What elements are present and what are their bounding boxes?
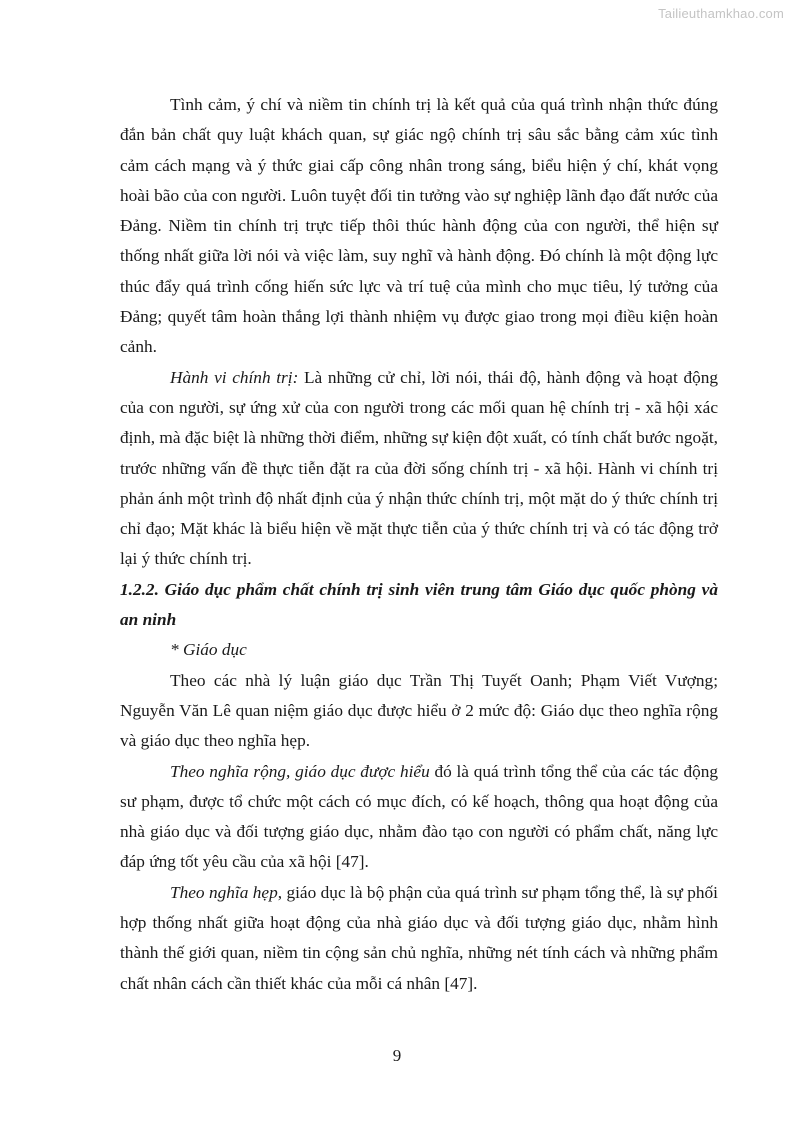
paragraph-narrow-sense bbox=[120, 878, 718, 999]
paragraph-broad-sense bbox=[120, 757, 718, 878]
section-heading: 1.2.2. Giáo dục phẩm chất chính trị sinh viên trung tâm Giáo dục quốc phòng và an ninh bbox=[120, 579, 718, 630]
subheading-education-text: * Giáo dục bbox=[170, 640, 247, 660]
page-body bbox=[120, 90, 718, 999]
paragraph-broad-sense-text: đó là quá trình tổng thể của các tác động sư phạm, được tổ chức một cách có mục đích, có kế hoạch, thông qua hoạt động của nhà giáo dục và đối tượng giáo dục, nhằm đào tạo con người có phẩm chất, năng lực đáp ứng tốt yêu cầu của xã hội [47]. bbox=[120, 761, 719, 872]
paragraph-political-behavior bbox=[120, 363, 718, 575]
paragraph-education-theorists: Theo các nhà lý luận giáo dục Trần Thị Tuyết Oanh; Phạm Viết Vượng; Nguyễn Văn Lê quan niệm giáo dục được hiểu ở 2 mức độ: Giáo dục theo nghĩa rộng và giáo dục theo nghĩa hẹp. bbox=[120, 670, 718, 751]
term-broad-sense: Theo nghĩa rộng, giáo dục được hiểu bbox=[170, 761, 430, 781]
watermark: Tailieuthamkhao.com bbox=[658, 6, 784, 21]
term-political-behavior: Hành vi chính trị: bbox=[170, 367, 299, 387]
paragraph-political-behavior-text: Là những cử chỉ, lời nói, thái độ, hành động và hoạt động của con người, sự ứng xử của con người trong các mối quan hệ chính trị - xã hội xác định, mà đặc biệt là những thời điểm, những sự kiện đột xuất, có tính chất bước ngoặt, trước những vấn đề thực tiễn đặt ra của đời sống chính trị - xã hội. Hành vi chính trị phản ánh một trình độ nhất định của ý nhận thức chính trị, một mặt do ý thức chính trị chỉ đạo; Mặt khác là biểu hiện về mặt thực tiễn của ý thức chính trị và có tác động trở lại ý thức chính trị. bbox=[120, 367, 719, 569]
page-number: 9 bbox=[392, 1046, 402, 1065]
paragraph-political-belief: Tình cảm, ý chí và niềm tin chính trị là kết quả của quá trình nhận thức đúng đắn bản chất quy luật khách quan, sự giác ngộ chính trị sâu sắc bằng cảm xúc tình cảm cách mạng và ý thức giai cấp công nhân trong sáng, biểu hiện ý chí, khát vọng hoài bão của con người. Luôn tuyệt đối tin tưởng vào sự nghiệp lãnh đạo đất nước của Đảng. Niềm tin chính trị trực tiếp thôi thúc hành động của con người, thể hiện sự thống nhất giữa lời nói và việc làm, suy nghĩ và hành động. Đó chính là một động lực thúc đẩy quá trình cống hiến sức lực và trí tuệ của mình cho mục tiêu, lý tưởng của Đảng; quyết tâm hoàn thắng lợi thành nhiệm vụ được giao trong mọi điều kiện hoàn cảnh. bbox=[120, 95, 718, 357]
term-narrow-sense: Theo nghĩa hẹp bbox=[170, 882, 278, 902]
subheading-education bbox=[120, 635, 718, 665]
paragraph-narrow-sense-text: , giáo dục là bộ phận của quá trình sư phạm tổng thể, là sự phối hợp thống nhất giữa hoạt động của nhà giáo dục và đối tượng giáo dục, nhằm hình thành thế giới quan, niềm tin cộng sản chủ nghĩa, những nét tính cách và những phẩm chất nhân cách cần thiết khác của mỗi cá nhân [47]. bbox=[120, 882, 718, 993]
